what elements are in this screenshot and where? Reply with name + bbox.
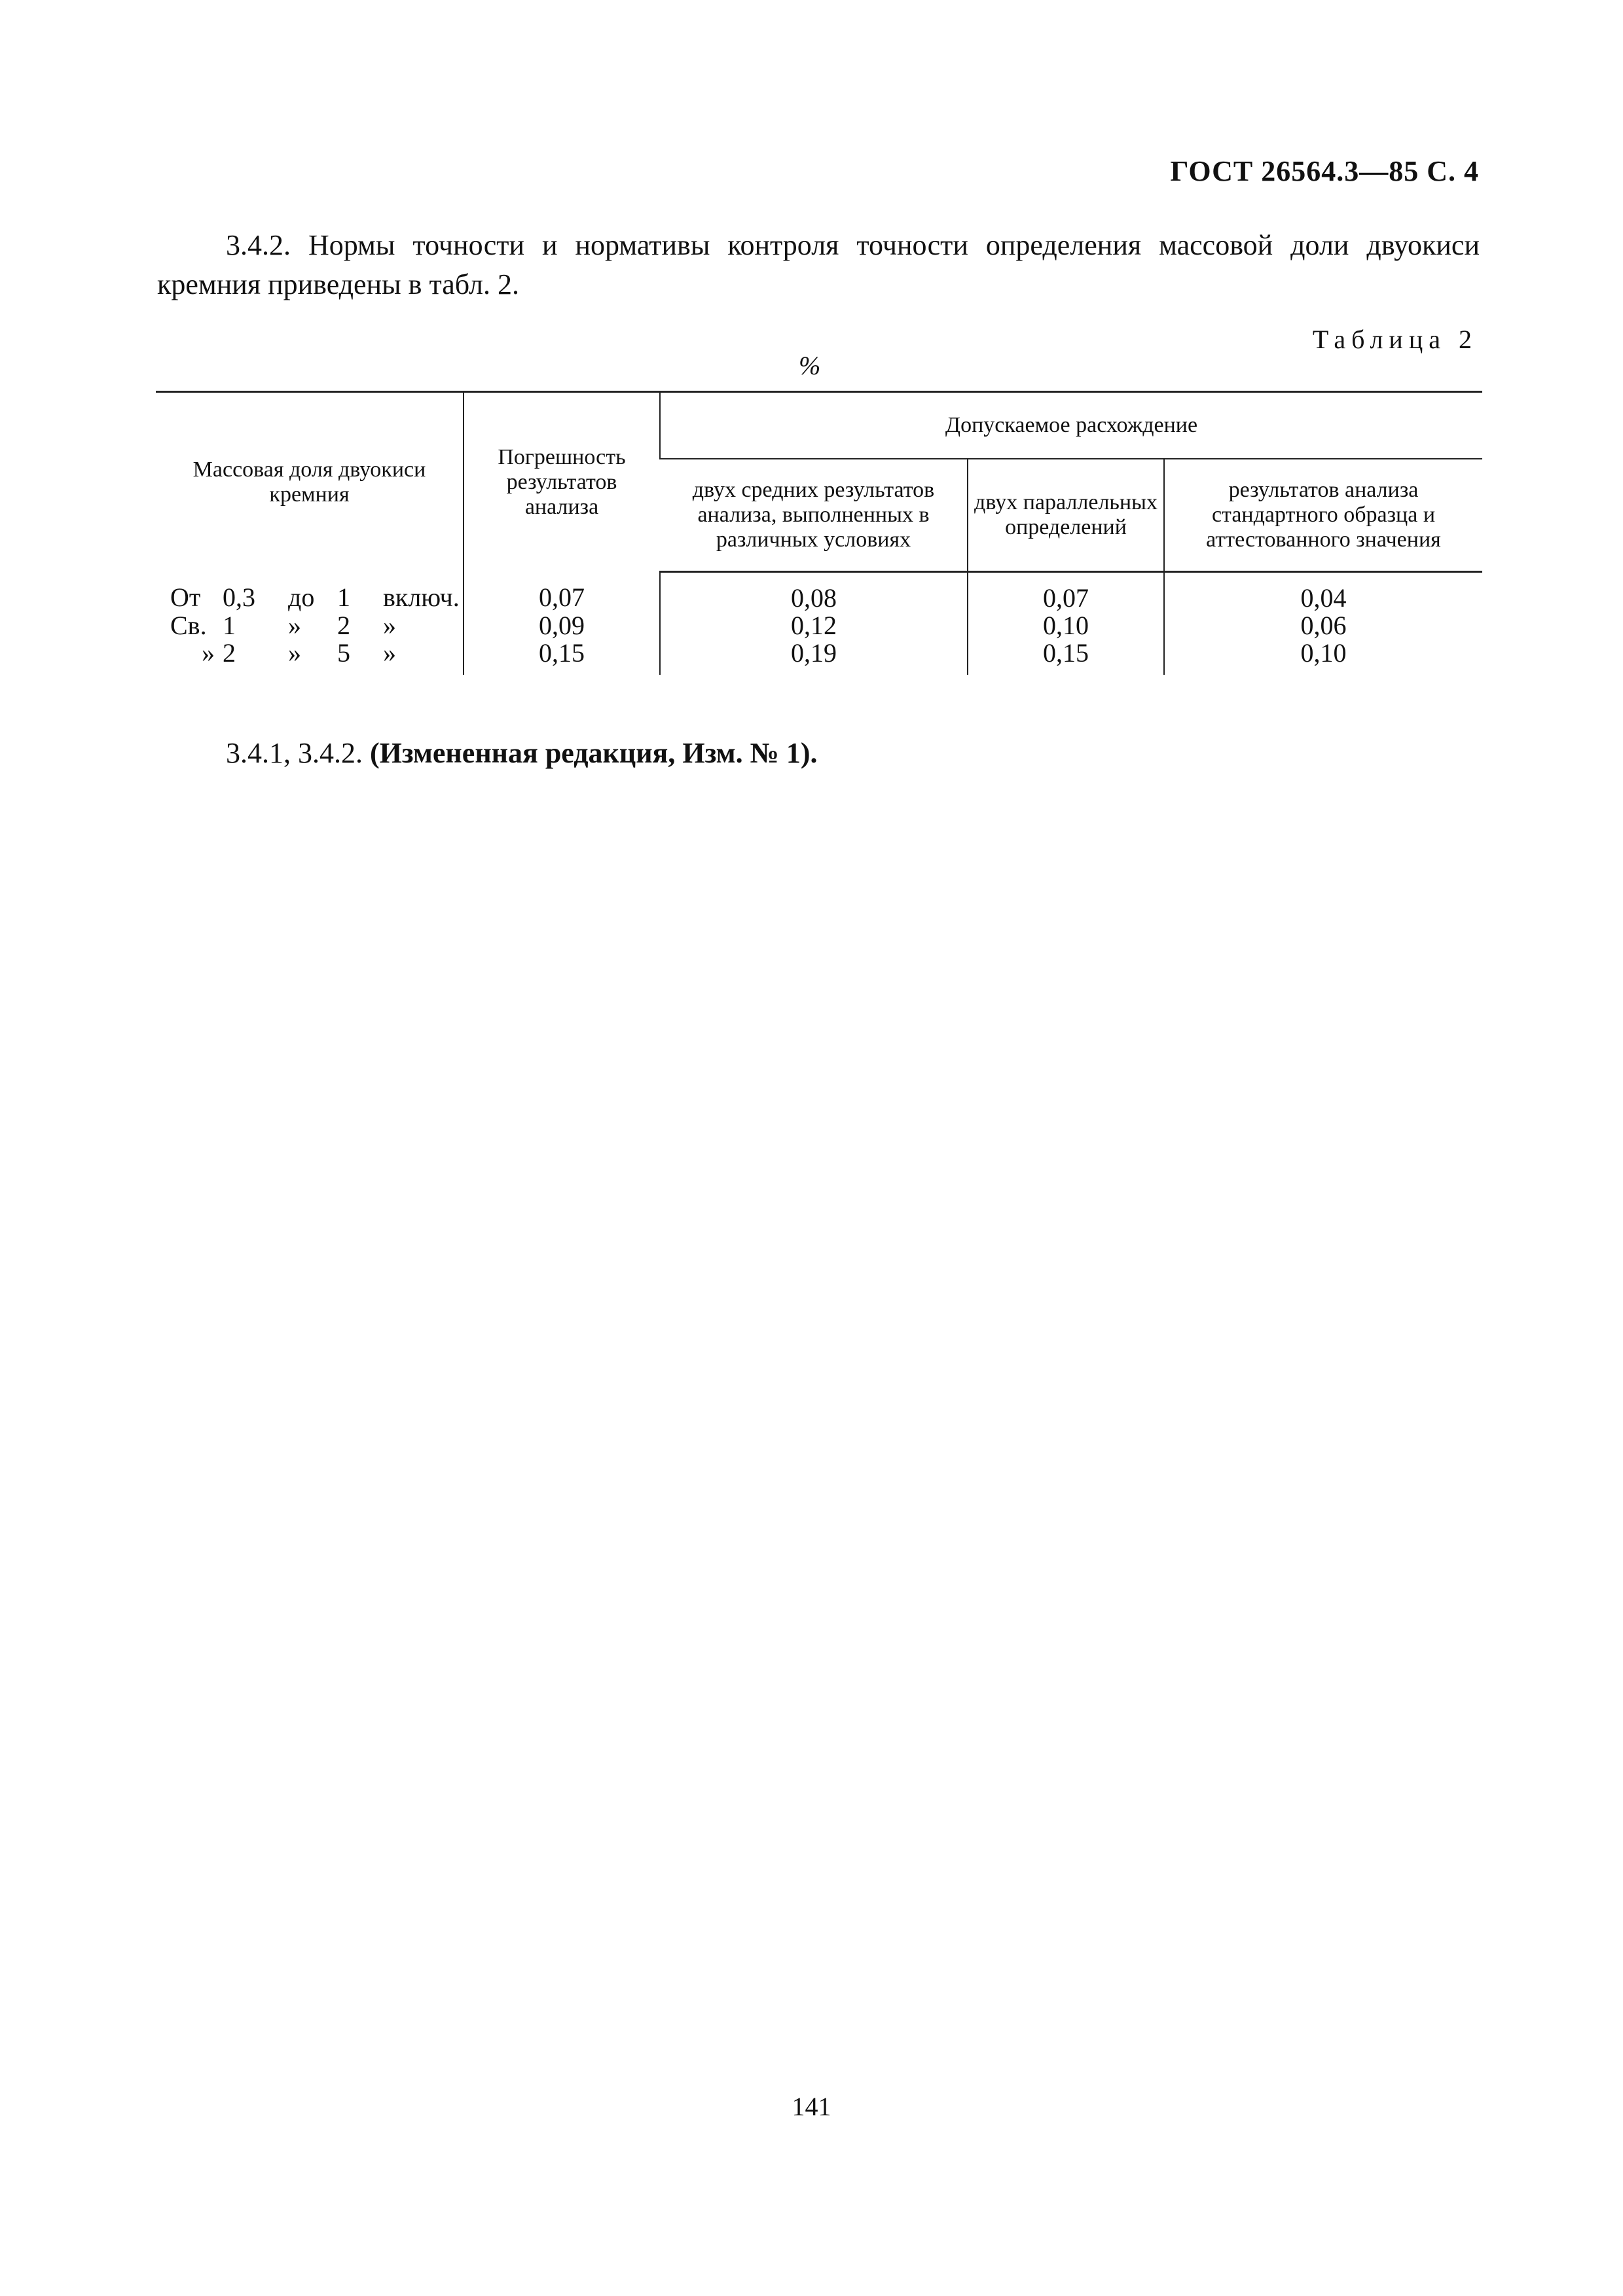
parallel-cell: 0,15 [968,639,1164,675]
error-cell: 0,15 [464,639,660,675]
page-number: 141 [792,2092,831,2121]
document-header: ГОСТ 26564.3—85 С. 4 [1170,155,1479,187]
standard-cell: 0,10 [1164,639,1482,675]
amendment-bold: (Измененная редакция, Изм. № 1). [370,737,818,769]
range-cell: » 2 » 5 » [202,638,396,668]
parallel-cell: 0,10 [968,612,1164,639]
mean-results-cell: 0,12 [660,612,968,639]
table-row [156,612,1482,639]
mean-results-cell: 0,08 [660,572,968,613]
table-row [156,639,1482,675]
mean-results-cell: 0,19 [660,639,968,675]
standard-cell: 0,06 [1164,612,1482,639]
header-mass-fraction: Массовая доля двуокиси кремния [156,392,464,572]
error-cell: 0,09 [464,612,660,639]
body-paragraph: 3.4.2. Нормы точности и нормативы контроля точности определения массовой доли двуокиси кремния приведены в табл. 2. [157,229,1480,300]
header-allowed-discrepancy: Допускаемое расхождение [660,392,1482,459]
header-two-mean-results: двух средних результатов анализа, выполненных в различных условиях [660,459,968,572]
header-two-parallel: двух параллельных определений [968,459,1164,572]
error-cell: 0,07 [464,572,660,613]
table-row [156,572,1482,613]
amendment-note [226,736,817,770]
header-error: Погрешность результатов анализа [464,392,660,572]
table-label: Таблица 2 [1312,325,1478,354]
header-standard-sample: результатов анализа стандартного образца и аттестованного значения [1164,459,1482,572]
standard-cell: 0,04 [1164,572,1482,613]
table-unit: % [799,351,821,380]
range-cell: От 0,3 до 1 включ. [170,583,460,613]
amendment-prefix: 3.4.1, 3.4.2. [226,737,363,769]
parallel-cell: 0,07 [968,572,1164,613]
range-cell: Св. 1 » 2 » [170,611,396,640]
data-table [156,391,1482,675]
